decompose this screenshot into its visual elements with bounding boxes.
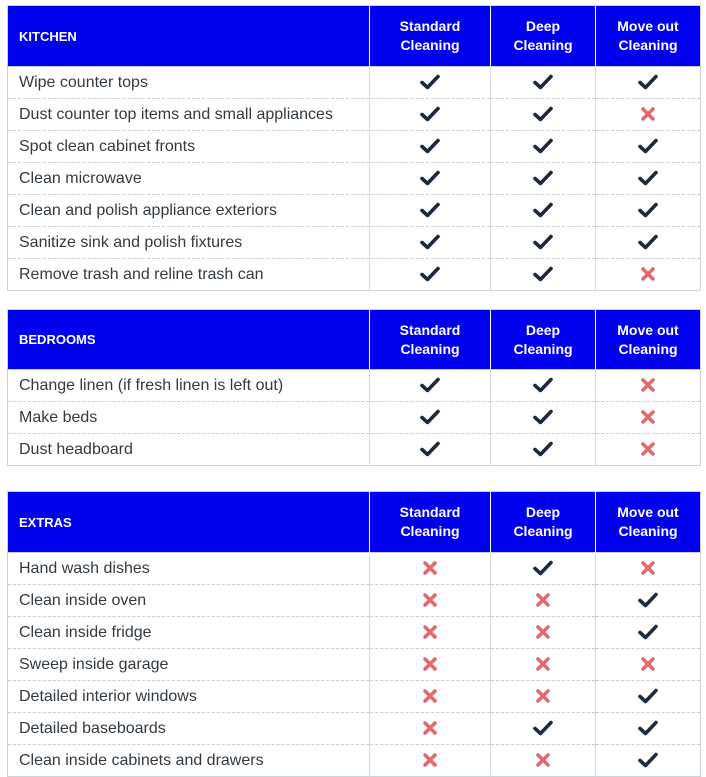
- task-label: Spot clean cabinet fronts: [8, 131, 370, 163]
- standard-cross-icon: [370, 713, 491, 745]
- move-out-check-icon: [596, 195, 701, 227]
- column-header-deep: Deep Cleaning: [491, 310, 596, 370]
- deep-cross-icon: [491, 681, 596, 713]
- table-row: [8, 745, 701, 777]
- standard-check-icon: [370, 402, 491, 434]
- table-row: [8, 553, 701, 585]
- table-row: [8, 131, 701, 163]
- column-header-deep: Deep Cleaning: [491, 6, 596, 67]
- task-label: Sanitize sink and polish fixtures: [8, 227, 370, 259]
- standard-check-icon: [370, 163, 491, 195]
- deep-cross-icon: [491, 585, 596, 617]
- deep-check-icon: [491, 195, 596, 227]
- table-row: [8, 713, 701, 745]
- task-label: Detailed baseboards: [8, 713, 370, 745]
- deep-check-icon: [491, 434, 596, 466]
- table-row: [8, 370, 701, 402]
- move-out-cross-icon: [596, 370, 701, 402]
- task-label: Make beds: [8, 402, 370, 434]
- column-header-move-out: Move out Cleaning: [596, 6, 701, 67]
- standard-check-icon: [370, 434, 491, 466]
- extras-rows: [8, 553, 701, 777]
- deep-check-icon: [491, 259, 596, 291]
- deep-check-icon: [491, 163, 596, 195]
- standard-cross-icon: [370, 585, 491, 617]
- standard-check-icon: [370, 131, 491, 163]
- task-label: Dust headboard: [8, 434, 370, 466]
- column-header-standard: Standard Cleaning: [370, 310, 491, 370]
- table-row: [8, 99, 701, 131]
- column-header-standard: Standard Cleaning: [370, 6, 491, 67]
- move-out-check-icon: [596, 131, 701, 163]
- standard-cross-icon: [370, 553, 491, 585]
- table-row: [8, 227, 701, 259]
- move-out-check-icon: [596, 681, 701, 713]
- standard-cross-icon: [370, 617, 491, 649]
- table-row: [8, 649, 701, 681]
- task-label: Clean and polish appliance exteriors: [8, 195, 370, 227]
- move-out-cross-icon: [596, 553, 701, 585]
- deep-check-icon: [491, 227, 596, 259]
- standard-cross-icon: [370, 681, 491, 713]
- move-out-check-icon: [596, 67, 701, 99]
- task-label: Clean inside cabinets and drawers: [8, 745, 370, 777]
- task-label: Change linen (if fresh linen is left out): [8, 370, 370, 402]
- standard-check-icon: [370, 99, 491, 131]
- move-out-check-icon: [596, 745, 701, 777]
- deep-check-icon: [491, 370, 596, 402]
- move-out-check-icon: [596, 617, 701, 649]
- deep-check-icon: [491, 402, 596, 434]
- column-header-move-out: Move out Cleaning: [596, 492, 701, 553]
- move-out-check-icon: [596, 163, 701, 195]
- task-label: Wipe counter tops: [8, 67, 370, 99]
- table-row: [8, 681, 701, 713]
- column-header-standard: Standard Cleaning: [370, 492, 491, 553]
- standard-cross-icon: [370, 649, 491, 681]
- section-title: KITCHEN: [8, 6, 370, 67]
- extras-header-row: [8, 492, 701, 553]
- bedrooms-rows: [8, 370, 701, 466]
- move-out-cross-icon: [596, 649, 701, 681]
- table-row: [8, 434, 701, 466]
- table-row: [8, 259, 701, 291]
- extras-table: [7, 491, 701, 777]
- section-title: BEDROOMS: [8, 310, 370, 370]
- move-out-check-icon: [596, 227, 701, 259]
- standard-check-icon: [370, 259, 491, 291]
- standard-check-icon: [370, 370, 491, 402]
- deep-check-icon: [491, 99, 596, 131]
- standard-check-icon: [370, 67, 491, 99]
- deep-check-icon: [491, 67, 596, 99]
- standard-check-icon: [370, 195, 491, 227]
- bedrooms-header-row: [8, 310, 701, 370]
- table-row: [8, 163, 701, 195]
- bedrooms-table: [7, 309, 701, 466]
- table-row: [8, 585, 701, 617]
- table-row: [8, 402, 701, 434]
- move-out-check-icon: [596, 713, 701, 745]
- standard-cross-icon: [370, 745, 491, 777]
- move-out-cross-icon: [596, 99, 701, 131]
- column-header-deep: Deep Cleaning: [491, 492, 596, 553]
- kitchen-rows: [8, 67, 701, 291]
- deep-check-icon: [491, 553, 596, 585]
- column-header-move-out: Move out Cleaning: [596, 310, 701, 370]
- table-row: [8, 67, 701, 99]
- task-label: Clean inside oven: [8, 585, 370, 617]
- task-label: Hand wash dishes: [8, 553, 370, 585]
- kitchen-header-row: [8, 6, 701, 67]
- deep-cross-icon: [491, 649, 596, 681]
- table-row: [8, 195, 701, 227]
- standard-check-icon: [370, 227, 491, 259]
- deep-cross-icon: [491, 745, 596, 777]
- move-out-cross-icon: [596, 402, 701, 434]
- task-label: Dust counter top items and small appliances: [8, 99, 370, 131]
- deep-cross-icon: [491, 617, 596, 649]
- move-out-check-icon: [596, 585, 701, 617]
- task-label: Remove trash and reline trash can: [8, 259, 370, 291]
- move-out-cross-icon: [596, 434, 701, 466]
- task-label: Detailed interior windows: [8, 681, 370, 713]
- deep-check-icon: [491, 131, 596, 163]
- task-label: Clean inside fridge: [8, 617, 370, 649]
- section-title: EXTRAS: [8, 492, 370, 553]
- kitchen-table: [7, 5, 701, 291]
- task-label: Clean microwave: [8, 163, 370, 195]
- deep-check-icon: [491, 713, 596, 745]
- move-out-cross-icon: [596, 259, 701, 291]
- task-label: Sweep inside garage: [8, 649, 370, 681]
- table-row: [8, 617, 701, 649]
